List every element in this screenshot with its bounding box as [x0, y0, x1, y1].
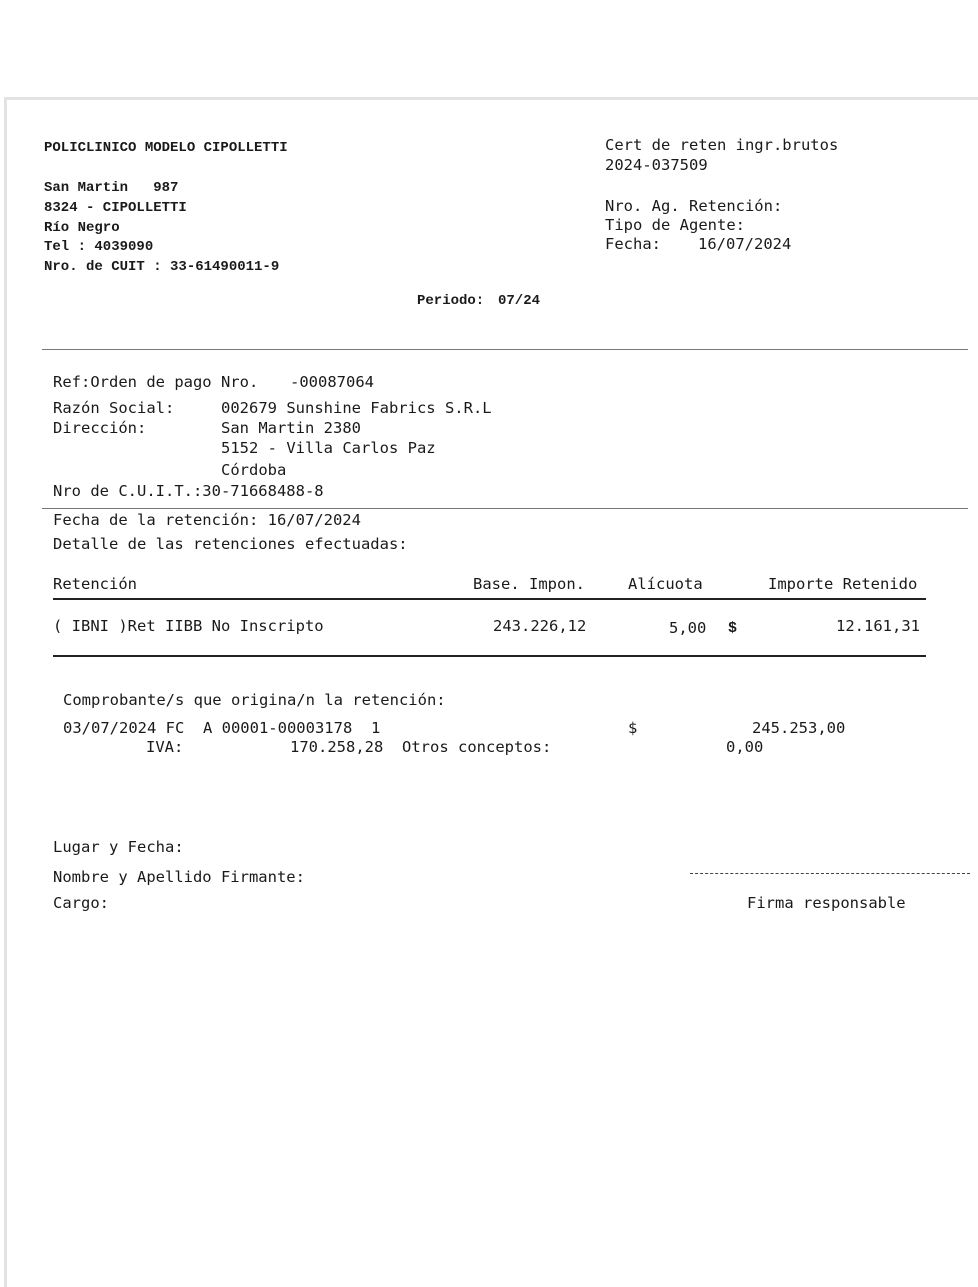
payee-cuit: Nro de C.U.I.T.:30-71668488-8 — [53, 482, 324, 500]
issuer-name: POLICLINICO MODELO CIPOLLETTI — [44, 140, 288, 156]
direccion-line1: San Martin 2380 — [221, 419, 361, 437]
vouchers-title: Comprobante/s que origina/n la retención: — [63, 691, 446, 709]
divider-top — [42, 349, 968, 350]
certificate-title: Cert de reten ingr.brutos — [605, 136, 839, 154]
ref-label: Ref:Orden de pago Nro. — [53, 373, 259, 391]
issuer-tel: Tel : 4039090 — [44, 239, 154, 255]
iva-label: IVA: — [146, 738, 184, 756]
issuer-address: San Martin 987 — [44, 180, 179, 196]
lugar-fecha-label: Lugar y Fecha: — [53, 838, 184, 856]
cargo-label: Cargo: — [53, 894, 109, 912]
row-alicuota: 5,00 — [669, 619, 707, 637]
issuer-city: 8324 - CIPOLLETTI — [44, 200, 187, 216]
direccion-line3: Córdoba — [221, 461, 287, 479]
ref-value: -00087064 — [290, 373, 374, 391]
agent-number-label: Nro. Ag. Retención: — [605, 197, 783, 215]
header-retencion: Retención — [53, 575, 137, 593]
row-retencion: ( IBNI )Ret IIBB No Inscripto — [53, 617, 324, 635]
period-label: Periodo: — [417, 293, 485, 309]
retention-date: Fecha de la retención: 16/07/2024 — [53, 511, 361, 529]
row-importe: 12.161,31 — [836, 617, 920, 635]
iva-value: 170.258,28 — [290, 738, 384, 756]
date-label: Fecha: — [605, 235, 661, 253]
retention-detail-title: Detalle de las retenciones efectuadas: — [53, 535, 408, 553]
firma-responsable-label: Firma responsable — [747, 894, 906, 912]
razon-value: 002679 Sunshine Fabrics S.R.L — [221, 399, 492, 417]
signature-line — [690, 873, 970, 874]
certificate-number: 2024-037509 — [605, 156, 708, 174]
razon-label: Razón Social: — [53, 399, 175, 417]
otros-label: Otros conceptos: — [402, 738, 552, 756]
voucher-amount: 245.253,00 — [752, 719, 846, 737]
direccion-line2: 5152 - Villa Carlos Paz — [221, 439, 436, 457]
divider-payee — [42, 508, 968, 509]
table-bottom-rule — [53, 655, 926, 657]
otros-value: 0,00 — [726, 738, 764, 756]
direccion-label: Dirección: — [53, 419, 147, 437]
header-importe: Importe Retenido — [768, 575, 918, 593]
table-header-rule — [53, 598, 926, 600]
voucher-line: 03/07/2024 FC A 00001-00003178 1 — [63, 719, 381, 737]
period-value: 07/24 — [498, 293, 541, 309]
agent-type-label: Tipo de Agente: — [605, 216, 745, 234]
issuer-province: Río Negro — [44, 220, 120, 236]
date-value: 16/07/2024 — [698, 235, 792, 253]
row-base: 243.226,12 — [493, 617, 587, 635]
issuer-cuit: Nro. de CUIT : 33-61490011-9 — [44, 259, 280, 275]
header-alicuota: Alícuota — [628, 575, 703, 593]
header-base: Base. Impon. — [473, 575, 585, 593]
nombre-firmante-label: Nombre y Apellido Firmante: — [53, 868, 305, 886]
voucher-currency: $ — [628, 719, 638, 737]
row-currency: $ — [728, 620, 738, 637]
